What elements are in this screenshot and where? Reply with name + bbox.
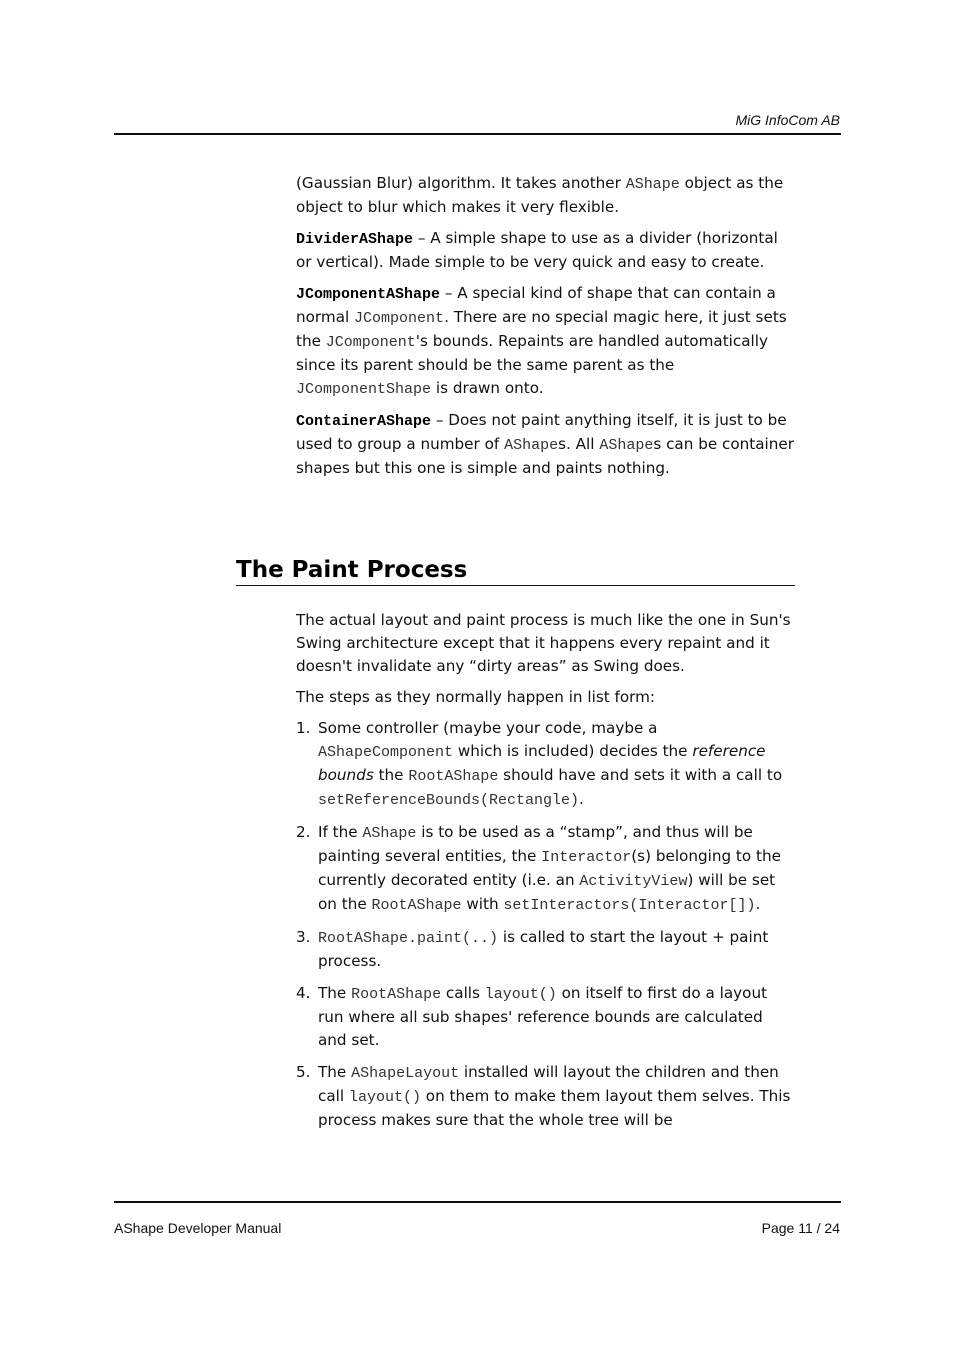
code: AShape — [625, 176, 680, 193]
header-rule — [114, 133, 841, 135]
code: layout() — [484, 986, 557, 1003]
paragraph: The steps as they normally happen in list form: — [296, 688, 656, 706]
code: JComponentShape — [296, 381, 432, 398]
code: RootAShape — [351, 986, 442, 1003]
list-item: 1. Some controller (maybe your code, maybe a AShapeComponent which is included) decides the reference bounds the RootAShape should have and sets it with a call to setReferenceBounds(Rectangle). — [296, 719, 783, 809]
paragraph: The actual layout and paint process is much like the one in Sun's Swing architecture except that it happens every repaint and it doesn't invalidate any “dirty areas” as Swing does. — [296, 611, 791, 675]
code: AShapeComponent — [318, 744, 454, 761]
footer-page-number: Page 11 / 24 — [761, 1220, 840, 1236]
code: AShape — [504, 437, 559, 454]
code: RootAShape.paint(..) — [318, 930, 499, 947]
header-company: MiG InfoCom AB — [735, 112, 840, 128]
section-body — [296, 609, 796, 1141]
footer-rule — [114, 1201, 841, 1203]
section-heading — [236, 555, 795, 586]
emphasis: reference bounds — [318, 742, 766, 784]
code: AShape — [362, 825, 417, 842]
section-title: The Paint Process — [236, 557, 468, 583]
term: ContainerAShape — [296, 413, 432, 430]
code: setInteractors(Interactor[]) — [503, 897, 756, 914]
code: setReferenceBounds(Rectangle) — [318, 792, 580, 809]
list-item: 2. If the AShape is to be used as a “stamp”, and thus will be painting several entities, the Interactor(s) belonging to the currently decorated entity (i.e. an ActivityView) will be set on the RootAShape with setInteractors(Interactor[]). — [296, 823, 781, 914]
steps-list — [296, 717, 796, 1132]
intro-text — [296, 172, 796, 488]
code: Interactor — [541, 849, 632, 866]
list-item: 3. RootAShape.paint(..) is called to start the layout + paint process. — [296, 928, 769, 970]
paragraph: (Gaussian Blur) algorithm. It takes another AShape object as the object to blur which makes it very flexible. — [296, 174, 784, 216]
term: DividerAShape — [296, 231, 414, 248]
definition-container: ContainerAShape – Does not paint anything itself, it is just to be used to group a number of AShapes. All AShapes can be container shapes but this one is simple and paints nothing. — [296, 411, 794, 477]
definition-divider: DividerAShape – A simple shape to use as a divider (horizontal or vertical). Made simple to be very quick and easy to create. — [296, 229, 778, 271]
code: ActivityView — [579, 873, 688, 890]
code: JComponent — [325, 334, 416, 351]
section-rule — [236, 585, 795, 586]
definition-jcomponent: JComponentAShape – A special kind of shape that can contain a normal JComponent. There are no special magic here, it just sets the JComponent's bounds. Repaints are handled automatically since its parent should be the same parent as the JComponentShape is drawn onto. — [296, 284, 787, 398]
code: RootAShape — [408, 768, 499, 785]
term: JComponentAShape — [296, 286, 441, 303]
footer-title: AShape Developer Manual — [114, 1220, 282, 1236]
list-item: 4. The RootAShape calls layout() on itself to first do a layout run where all sub shapes' reference bounds are calculated and set. — [296, 984, 768, 1049]
code: JComponent — [354, 310, 445, 327]
code: AShape — [599, 437, 654, 454]
code: AShapeLayout — [351, 1065, 460, 1082]
code: RootAShape — [371, 897, 462, 914]
list-item: 5. The AShapeLayout installed will layout the children and then call layout() on them to make them layout them selves. This process makes sure that the whole tree will be — [296, 1063, 791, 1129]
code: layout() — [348, 1089, 421, 1106]
